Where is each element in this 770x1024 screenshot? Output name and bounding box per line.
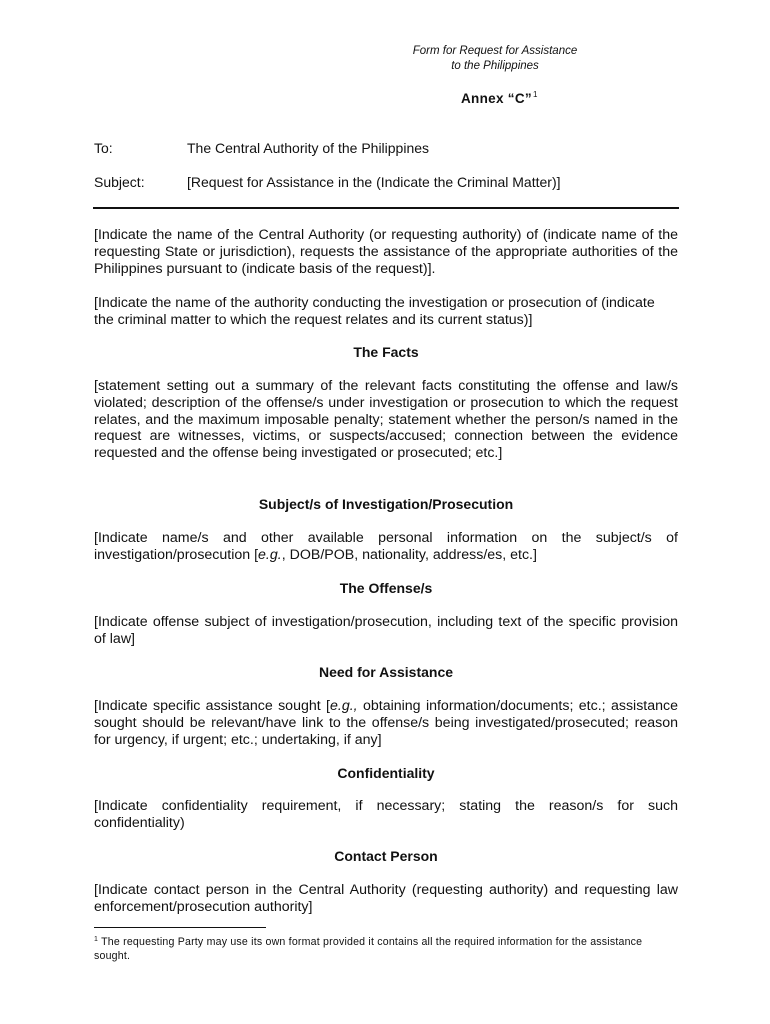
subjects-heading-text: Subject/s of Investigation/Prosecution xyxy=(258,496,514,512)
footnote-text: The requesting Party may use its own format provided it contains all the required information for the assistance sought. xyxy=(94,936,643,962)
footnote-marker: 1 xyxy=(94,936,99,943)
need-heading-text: Need for Assistance xyxy=(318,664,454,680)
contact-heading xyxy=(94,848,678,865)
confidentiality-paragraph xyxy=(94,798,678,832)
need-text xyxy=(94,698,678,748)
need-text-b: obtaining information/documents; etc.; assistance sought should be relevant/have link to the offense/s being investigated/prosecuted; reason for urgency, if urgent; etc.; undertaking, if any] xyxy=(94,698,678,748)
confidentiality-heading xyxy=(94,765,678,782)
need-text-a: [Indicate specific assistance sought [ xyxy=(94,698,330,714)
need-text-example: e.g., xyxy=(330,698,358,714)
subjects-text-b: , DOB/POB, nationality, address/es, etc.] xyxy=(281,546,537,563)
form-title xyxy=(300,44,690,74)
subjects-paragraph xyxy=(94,530,678,564)
to-value: The Central Authority of the Philippines xyxy=(187,140,430,156)
subjects-heading xyxy=(94,496,678,513)
subject-label: Subject: xyxy=(94,174,145,190)
offense-heading xyxy=(94,580,678,597)
contact-heading-text: Contact Person xyxy=(334,848,438,864)
footnote-divider xyxy=(94,927,266,928)
intro-paragraph-1 xyxy=(94,227,678,277)
facts-heading-text: The Facts xyxy=(353,344,419,360)
confidentiality-text: [Indicate confidentiality requirement, if necessary; stating the reason/s for such confidentiality) xyxy=(94,798,678,831)
contact-paragraph xyxy=(94,882,678,916)
form-title-line-2: to the Philippines xyxy=(451,60,539,72)
header-divider xyxy=(93,207,679,209)
to-label: To: xyxy=(94,140,113,156)
facts-paragraph xyxy=(94,378,678,462)
subjects-text xyxy=(94,530,678,564)
intro-paragraph-2-text: [Indicate the name of the authority conducting the investigation or prosecution of (indicate the criminal matter to which the request relates and its current status)] xyxy=(94,295,655,328)
subject-value: [Request for Assistance in the (Indicate the Criminal Matter)] xyxy=(187,174,561,190)
form-title-line-1: Form for Request for Assistance xyxy=(412,45,578,57)
contact-text: [Indicate contact person in the Central Authority (requesting authority) and requesting law enforcement/prosecution authority] xyxy=(94,882,678,915)
confidentiality-heading-text: Confidentiality xyxy=(337,765,435,781)
need-paragraph xyxy=(94,698,678,748)
annex-label: Annex “C” xyxy=(461,91,532,106)
footnote xyxy=(94,933,680,963)
need-heading xyxy=(94,664,678,681)
intro-paragraph-1-text: [Indicate the name of the Central Authority (or requesting authority) of (indicate name of the requesting State or jurisdiction), requests the assistance of the appropriate authorities of the Philippines pursuant to (indicate basis of the request)]. xyxy=(94,227,678,277)
offense-text: [Indicate offense subject of investigation/prosecution, including text of the specific provision of law] xyxy=(94,614,678,647)
facts-text: [statement setting out a summary of the relevant facts constituting the offense and law/s violated; description of the offense/s under investigation or prosecution to which the request relates, and the maximum imposable penalty; statement whether the person/s named in the request are witnesses, victims, or suspects/accused; connection between the evidence requested and the offense being investigated or prosecuted; etc.] xyxy=(94,378,678,462)
subjects-text-example: e.g. xyxy=(258,546,282,563)
subjects-text-a: [Indicate name/s and other available personal information on the subject/s of investigation/prosecution [ xyxy=(94,530,678,563)
offense-paragraph xyxy=(94,614,678,648)
annex-heading xyxy=(461,90,538,106)
intro-paragraph-2 xyxy=(94,295,678,329)
annex-footnote-ref: 1 xyxy=(532,90,538,99)
offense-heading-text: The Offense/s xyxy=(339,580,433,596)
facts-heading xyxy=(94,344,678,361)
